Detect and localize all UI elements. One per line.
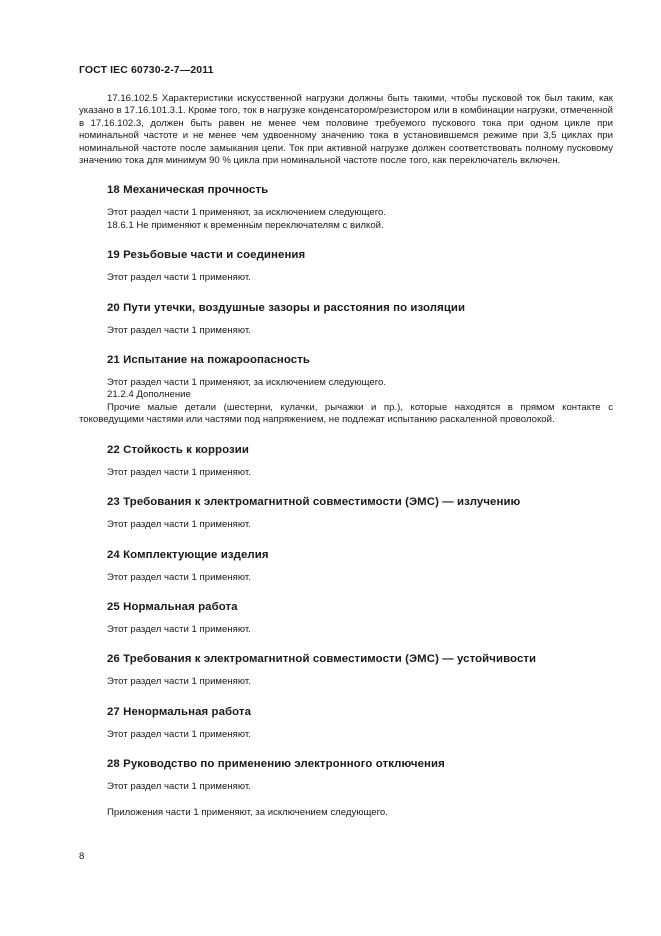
section-line: Этот раздел части 1 применяют.	[107, 623, 251, 635]
section-line: Этот раздел части 1 применяют.	[107, 324, 251, 336]
section-title: 18 Механическая прочность	[107, 184, 269, 197]
final-note: Приложения части 1 применяют, за исключением следующего.	[107, 806, 388, 818]
section-line: 18.6.1 Не применяют к временны́м переключателям с вилкой.	[107, 219, 384, 231]
section-line: Этот раздел части 1 применяют.	[107, 571, 251, 583]
section-title: 20 Пути утечки, воздушные зазоры и расстояния по изоляции	[107, 301, 466, 314]
document-header: ГОСТ IEC 60730-2-7—2011	[79, 64, 214, 76]
section-18	[79, 184, 613, 232]
section-20	[79, 302, 613, 337]
section-26	[79, 653, 613, 688]
section-22	[79, 444, 613, 479]
section-24	[79, 549, 613, 584]
section-line: Этот раздел части 1 применяют, за исключением следующего.	[107, 377, 387, 389]
section-line: Этот раздел части 1 применяют.	[107, 466, 251, 478]
section-25	[79, 601, 613, 636]
section-21	[79, 354, 613, 427]
section-title: 22 Стойкость к коррозии	[107, 443, 249, 456]
section-line: Этот раздел части 1 применяют, за исключением следующего.	[107, 207, 387, 219]
section-23	[79, 496, 613, 531]
section-line: Этот раздел части 1 применяют.	[107, 728, 251, 740]
page-number: 8	[79, 851, 85, 862]
section-title: 25 Нормальная работа	[107, 600, 238, 613]
section-27	[79, 706, 613, 741]
section-line: Этот раздел части 1 применяют.	[107, 781, 251, 793]
section-19	[79, 249, 613, 284]
section-line: 21.2.4 Дополнение	[107, 389, 191, 401]
section-line: Этот раздел части 1 применяют.	[107, 272, 251, 284]
sections-container	[79, 184, 613, 793]
section-title: 21 Испытание на пожароопасность	[107, 354, 311, 367]
section-28	[79, 758, 613, 793]
section-title: 28 Руководство по применению электронного отключения	[107, 758, 445, 771]
section-title: 26 Требования к электромагнитной совместимости (ЭМС) — устойчивости	[107, 653, 537, 666]
section-title: 24 Комплектующие изделия	[107, 548, 269, 561]
section-line: Этот раздел части 1 применяют.	[107, 519, 251, 531]
section-line: Этот раздел части 1 применяют.	[107, 676, 251, 688]
section-title: 27 Ненормальная работа	[107, 705, 252, 718]
intro-paragraph: 17.16.102.5 Характеристики искусственной нагрузки должны быть такими, чтобы пусковой ток был таким, как указано в 17.16.101.3.1. Кроме того, ток в нагрузке конденсатором/резистором или в комбинации нагрузки, отмеченной в 17.16.102.3, должен быть равен не менее чем половине требуемого пускового тока при одном цикле при номинальной частоте и не менее чем удвоенному значению тока в установившемся режиме при 3,5 циклах при номинальной частоте после замыкания цепи. Ток при активной нагрузке должен соответствовать полному пусковому значению тока для минимум 90 % цикла при номинальной частоте после того, как переключатель включен.	[79, 93, 613, 167]
section-title: 19 Резьбовые части и соединения	[107, 249, 306, 262]
section-line: Прочие малые детали (шестерни, кулачки, рычажки и пр.), которые находятся в прямом контакте с токоведущими частями или частями под напряжением, не подлежат испытанию раскаленной проволокой.	[79, 401, 613, 426]
document-body	[79, 93, 613, 829]
section-title: 23 Требования к электромагнитной совместимости (ЭМС) — излучению	[107, 496, 521, 509]
